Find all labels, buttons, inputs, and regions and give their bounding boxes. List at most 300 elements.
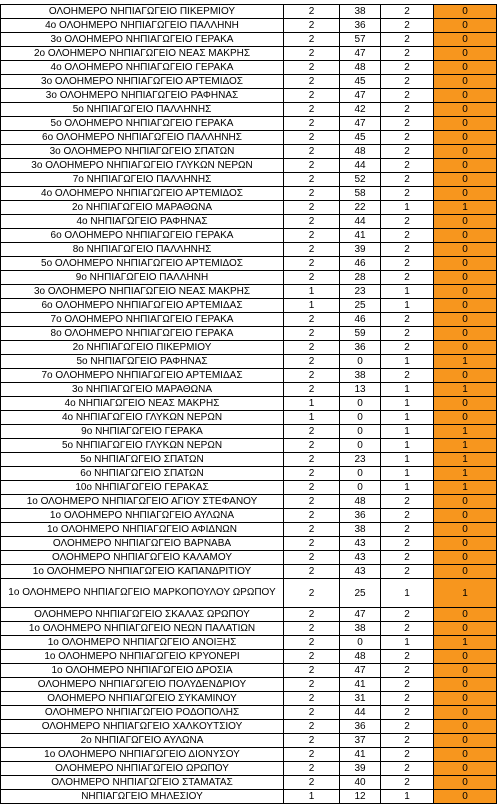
highlight-cell-col4: 0	[434, 159, 497, 173]
value-cell-col2: 48	[340, 650, 381, 664]
value-cell-col2: 25	[340, 579, 381, 608]
school-name-cell: 5ο ΟΛΟΗΜΕΡΟ ΝΗΠΙΑΓΩΓΕΙΟ ΓΕΡΑΚΑ	[1, 117, 284, 131]
highlight-cell-col4: 0	[434, 509, 497, 523]
table-row	[1, 355, 497, 369]
highlight-cell-col4: 0	[434, 173, 497, 187]
school-name-cell: 1ο ΟΛΟΗΜΕΡΟ ΝΗΠΙΑΓΩΓΕΙΟ ΚΑΠΑΝΔΡΙΤΙΟΥ	[1, 565, 284, 579]
table-row	[1, 790, 497, 804]
highlight-cell-col4: 0	[434, 734, 497, 748]
value-cell-col3: 2	[381, 33, 434, 47]
value-cell-col1: 1	[284, 790, 340, 804]
value-cell-col1: 2	[284, 327, 340, 341]
school-name-cell: 1ο ΟΛΟΗΜΕΡΟ ΝΗΠΙΑΓΩΓΕΙΟ ΑΝΟΙΞΗΣ	[1, 636, 284, 650]
value-cell-col3: 2	[381, 271, 434, 285]
value-cell-col2: 47	[340, 664, 381, 678]
table-row	[1, 692, 497, 706]
school-name-cell: 6ο ΝΗΠΙΑΓΩΓΕΙΟ ΣΠΑΤΩΝ	[1, 467, 284, 481]
value-cell-col2: 36	[340, 341, 381, 355]
table-row	[1, 201, 497, 215]
value-cell-col2: 47	[340, 608, 381, 622]
value-cell-col1: 2	[284, 439, 340, 453]
value-cell-col3: 1	[381, 383, 434, 397]
value-cell-col1: 2	[284, 495, 340, 509]
school-name-cell: 3ο ΟΛΟΗΜΕΡΟ ΝΗΠΙΑΓΩΓΕΙΟ ΡΑΦΗΝΑΣ	[1, 89, 284, 103]
school-name-cell: 1ο ΟΛΟΗΜΕΡΟ ΝΗΠΙΑΓΩΓΕΙΟ ΔΙΟΝΥΣΟΥ	[1, 748, 284, 762]
highlight-cell-col4: 0	[434, 495, 497, 509]
data-table	[0, 4, 497, 804]
value-cell-col2: 0	[340, 425, 381, 439]
value-cell-col1: 2	[284, 481, 340, 495]
highlight-cell-col4: 0	[434, 748, 497, 762]
table-row	[1, 439, 497, 453]
value-cell-col1: 2	[284, 19, 340, 33]
school-name-cell: 3ο ΟΛΟΗΜΕΡΟ ΝΗΠΙΑΓΩΓΕΙΟ ΓΛΥΚΩΝ ΝΕΡΩΝ	[1, 159, 284, 173]
school-name-cell: ΟΛΟΗΜΕΡΟ ΝΗΠΙΑΓΩΓΕΙΟ ΩΡΩΠΟΥ	[1, 762, 284, 776]
value-cell-col2: 52	[340, 173, 381, 187]
school-name-cell: 8ο ΝΗΠΙΑΓΩΓΕΙΟ ΠΑΛΛΗΝΗΣ	[1, 243, 284, 257]
highlight-cell-col4: 0	[434, 327, 497, 341]
value-cell-col1: 2	[284, 453, 340, 467]
value-cell-col3: 2	[381, 622, 434, 636]
value-cell-col1: 1	[284, 285, 340, 299]
value-cell-col2: 40	[340, 776, 381, 790]
value-cell-col2: 39	[340, 243, 381, 257]
school-name-cell: 3ο ΟΛΟΗΜΕΡΟ ΝΗΠΙΑΓΩΓΕΙΟ ΑΡΤΕΜΙΔΟΣ	[1, 75, 284, 89]
value-cell-col2: 48	[340, 145, 381, 159]
value-cell-col2: 44	[340, 706, 381, 720]
highlight-cell-col4: 0	[434, 5, 497, 19]
table-row	[1, 636, 497, 650]
table-row	[1, 622, 497, 636]
value-cell-col2: 28	[340, 271, 381, 285]
table-body	[1, 5, 497, 804]
value-cell-col3: 2	[381, 229, 434, 243]
value-cell-col3: 2	[381, 215, 434, 229]
highlight-cell-col4: 0	[434, 89, 497, 103]
school-name-cell: 5ο ΝΗΠΙΑΓΩΓΕΙΟ ΓΛΥΚΩΝ ΝΕΡΩΝ	[1, 439, 284, 453]
table-row	[1, 579, 497, 608]
school-name-cell: 9ο ΝΗΠΙΑΓΩΓΕΙΟ ΓΕΡΑΚΑ	[1, 425, 284, 439]
value-cell-col3: 2	[381, 159, 434, 173]
table-row	[1, 257, 497, 271]
school-name-cell: ΟΛΟΗΜΕΡΟ ΝΗΠΙΑΓΩΓΕΙΟ ΣΤΑΜΑΤΑΣ	[1, 776, 284, 790]
table-row	[1, 215, 497, 229]
highlight-cell-col4: 1	[434, 579, 497, 608]
highlight-cell-col4: 0	[434, 678, 497, 692]
table-row	[1, 117, 497, 131]
value-cell-col1: 2	[284, 579, 340, 608]
value-cell-col1: 2	[284, 215, 340, 229]
highlight-cell-col4: 0	[434, 75, 497, 89]
value-cell-col2: 44	[340, 159, 381, 173]
table-row	[1, 313, 497, 327]
value-cell-col3: 2	[381, 313, 434, 327]
value-cell-col1: 2	[284, 243, 340, 257]
table-row	[1, 608, 497, 622]
value-cell-col1: 2	[284, 776, 340, 790]
table-row	[1, 5, 497, 19]
value-cell-col3: 2	[381, 117, 434, 131]
highlight-cell-col4: 0	[434, 537, 497, 551]
value-cell-col1: 2	[284, 692, 340, 706]
value-cell-col3: 1	[381, 636, 434, 650]
table-row	[1, 397, 497, 411]
value-cell-col2: 31	[340, 692, 381, 706]
value-cell-col3: 2	[381, 678, 434, 692]
value-cell-col3: 2	[381, 187, 434, 201]
value-cell-col3: 2	[381, 145, 434, 159]
value-cell-col2: 57	[340, 33, 381, 47]
table-row	[1, 425, 497, 439]
highlight-cell-col4: 0	[434, 369, 497, 383]
table-row	[1, 173, 497, 187]
table-row	[1, 523, 497, 537]
value-cell-col3: 2	[381, 692, 434, 706]
highlight-cell-col4: 0	[434, 720, 497, 734]
highlight-cell-col4: 0	[434, 215, 497, 229]
value-cell-col1: 2	[284, 425, 340, 439]
value-cell-col1: 2	[284, 187, 340, 201]
value-cell-col2: 36	[340, 19, 381, 33]
value-cell-col1: 2	[284, 229, 340, 243]
table-row	[1, 159, 497, 173]
value-cell-col3: 1	[381, 467, 434, 481]
value-cell-col3: 2	[381, 75, 434, 89]
table-row	[1, 734, 497, 748]
value-cell-col2: 38	[340, 523, 381, 537]
school-name-cell: 2ο ΟΛΟΗΜΕΡΟ ΝΗΠΙΑΓΩΓΕΙΟ ΝΕΑΣ ΜΑΚΡΗΣ	[1, 47, 284, 61]
table-row	[1, 509, 497, 523]
highlight-cell-col4: 0	[434, 411, 497, 425]
value-cell-col3: 2	[381, 706, 434, 720]
table-row	[1, 706, 497, 720]
value-cell-col2: 38	[340, 5, 381, 19]
value-cell-col1: 2	[284, 61, 340, 75]
table-row	[1, 495, 497, 509]
school-name-cell: 1ο ΟΛΟΗΜΕΡΟ ΝΗΠΙΑΓΩΓΕΙΟ ΝΕΩΝ ΠΑΛΑΤΙΩΝ	[1, 622, 284, 636]
value-cell-col3: 2	[381, 720, 434, 734]
value-cell-col3: 2	[381, 5, 434, 19]
school-name-cell: ΟΛΟΗΜΕΡΟ ΝΗΠΙΑΓΩΓΕΙΟ ΣΚΑΛΑΣ ΩΡΩΠΟΥ	[1, 608, 284, 622]
value-cell-col3: 2	[381, 47, 434, 61]
school-name-cell: 6ο ΟΛΟΗΜΕΡΟ ΝΗΠΙΑΓΩΓΕΙΟ ΑΡΤΕΜΙΔΑΣ	[1, 299, 284, 313]
value-cell-col3: 2	[381, 327, 434, 341]
school-name-cell: 5ο ΝΗΠΙΑΓΩΓΕΙΟ ΡΑΦΗΝΑΣ	[1, 355, 284, 369]
value-cell-col1: 2	[284, 509, 340, 523]
school-name-cell: 3ο ΟΛΟΗΜΕΡΟ ΝΗΠΙΑΓΩΓΕΙΟ ΣΠΑΤΩΝ	[1, 145, 284, 159]
highlight-cell-col4: 0	[434, 117, 497, 131]
highlight-cell-col4: 0	[434, 285, 497, 299]
highlight-cell-col4: 0	[434, 243, 497, 257]
value-cell-col2: 0	[340, 481, 381, 495]
value-cell-col3: 2	[381, 748, 434, 762]
highlight-cell-col4: 1	[434, 201, 497, 215]
value-cell-col1: 2	[284, 33, 340, 47]
value-cell-col1: 2	[284, 355, 340, 369]
value-cell-col1: 2	[284, 383, 340, 397]
school-name-cell: 1ο ΟΛΟΗΜΕΡΟ ΝΗΠΙΑΓΩΓΕΙΟ ΔΡΟΣΙΑ	[1, 664, 284, 678]
school-name-cell: ΟΛΟΗΜΕΡΟ ΝΗΠΙΑΓΩΓΕΙΟ ΣΥΚΑΜΙΝΟΥ	[1, 692, 284, 706]
value-cell-col2: 13	[340, 383, 381, 397]
value-cell-col2: 41	[340, 678, 381, 692]
highlight-cell-col4: 1	[434, 467, 497, 481]
highlight-cell-col4: 1	[434, 453, 497, 467]
value-cell-col3: 1	[381, 201, 434, 215]
value-cell-col2: 42	[340, 103, 381, 117]
value-cell-col3: 1	[381, 285, 434, 299]
table-row	[1, 75, 497, 89]
value-cell-col2: 58	[340, 187, 381, 201]
school-name-cell: ΟΛΟΗΜΕΡΟ ΝΗΠΙΑΓΩΓΕΙΟ ΧΑΛΚΟΥΤΣΙΟΥ	[1, 720, 284, 734]
value-cell-col3: 2	[381, 565, 434, 579]
value-cell-col2: 0	[340, 439, 381, 453]
school-name-cell: 1ο ΟΛΟΗΜΕΡΟ ΝΗΠΙΑΓΩΓΕΙΟ ΚΡΥΟΝΕΡΙ	[1, 650, 284, 664]
value-cell-col2: 47	[340, 117, 381, 131]
school-name-cell: 5ο ΟΛΟΗΜΕΡΟ ΝΗΠΙΑΓΩΓΕΙΟ ΑΡΤΕΜΙΔΟΣ	[1, 257, 284, 271]
value-cell-col3: 2	[381, 495, 434, 509]
school-name-cell: 4ο ΝΗΠΙΑΓΩΓΕΙΟ ΝΕΑΣ ΜΑΚΡΗΣ	[1, 397, 284, 411]
table-row	[1, 776, 497, 790]
school-name-cell: ΟΛΟΗΜΕΡΟ ΝΗΠΙΑΓΩΓΕΙΟ ΠΙΚΕΡΜΙΟΥ	[1, 5, 284, 19]
value-cell-col3: 1	[381, 439, 434, 453]
highlight-cell-col4: 0	[434, 692, 497, 706]
value-cell-col2: 59	[340, 327, 381, 341]
school-name-cell: 2ο ΝΗΠΙΑΓΩΓΕΙΟ ΜΑΡΑΘΩΝΑ	[1, 201, 284, 215]
table-row	[1, 299, 497, 313]
table-row	[1, 145, 497, 159]
value-cell-col2: 45	[340, 131, 381, 145]
school-name-cell: 4ο ΟΛΟΗΜΕΡΟ ΝΗΠΙΑΓΩΓΕΙΟ ΑΡΤΕΜΙΔΟΣ	[1, 187, 284, 201]
school-name-cell: ΟΛΟΗΜΕΡΟ ΝΗΠΙΑΓΩΓΕΙΟ ΚΑΛΑΜΟΥ	[1, 551, 284, 565]
value-cell-col1: 2	[284, 748, 340, 762]
table-row	[1, 650, 497, 664]
highlight-cell-col4: 0	[434, 187, 497, 201]
value-cell-col3: 1	[381, 481, 434, 495]
school-name-cell: 9ο ΝΗΠΙΑΓΩΓΕΙΟ ΠΑΛΛΗΝΗ	[1, 271, 284, 285]
table-row	[1, 103, 497, 117]
table-row	[1, 341, 497, 355]
value-cell-col2: 38	[340, 622, 381, 636]
table-row	[1, 89, 497, 103]
value-cell-col3: 2	[381, 776, 434, 790]
value-cell-col2: 0	[340, 397, 381, 411]
highlight-cell-col4: 1	[434, 636, 497, 650]
school-name-cell: ΟΛΟΗΜΕΡΟ ΝΗΠΙΑΓΩΓΕΙΟ ΠΟΛΥΔΕΝΔΡΙΟΥ	[1, 678, 284, 692]
value-cell-col2: 43	[340, 565, 381, 579]
value-cell-col2: 46	[340, 257, 381, 271]
value-cell-col3: 1	[381, 790, 434, 804]
table-row	[1, 383, 497, 397]
value-cell-col3: 2	[381, 762, 434, 776]
table-row	[1, 537, 497, 551]
value-cell-col2: 43	[340, 551, 381, 565]
highlight-cell-col4: 0	[434, 145, 497, 159]
value-cell-col1: 2	[284, 720, 340, 734]
value-cell-col2: 37	[340, 734, 381, 748]
school-name-cell: 10ο ΝΗΠΙΑΓΩΓΕΙΟ ΓΕΡΑΚΑΣ	[1, 481, 284, 495]
highlight-cell-col4: 0	[434, 19, 497, 33]
highlight-cell-col4: 0	[434, 33, 497, 47]
value-cell-col1: 2	[284, 706, 340, 720]
table-row	[1, 19, 497, 33]
value-cell-col1: 2	[284, 622, 340, 636]
school-name-cell: 6ο ΟΛΟΗΜΕΡΟ ΝΗΠΙΑΓΩΓΕΙΟ ΠΑΛΛΗΝΗΣ	[1, 131, 284, 145]
value-cell-col3: 2	[381, 509, 434, 523]
school-name-cell: 6ο ΟΛΟΗΜΕΡΟ ΝΗΠΙΑΓΩΓΕΙΟ ΓΕΡΑΚΑ	[1, 229, 284, 243]
value-cell-col2: 0	[340, 411, 381, 425]
value-cell-col3: 1	[381, 425, 434, 439]
school-name-cell: 3ο ΟΛΟΗΜΕΡΟ ΝΗΠΙΑΓΩΓΕΙΟ ΝΕΑΣ ΜΑΚΡΗΣ	[1, 285, 284, 299]
value-cell-col3: 2	[381, 257, 434, 271]
value-cell-col3: 2	[381, 19, 434, 33]
value-cell-col3: 2	[381, 537, 434, 551]
highlight-cell-col4: 0	[434, 608, 497, 622]
school-name-cell: 4ο ΝΗΠΙΑΓΩΓΕΙΟ ΓΛΥΚΩΝ ΝΕΡΩΝ	[1, 411, 284, 425]
highlight-cell-col4: 0	[434, 776, 497, 790]
school-name-cell: ΝΗΠΙΑΓΩΓΕΙΟ ΜΗΛΕΣΙΟΥ	[1, 790, 284, 804]
value-cell-col1: 2	[284, 762, 340, 776]
value-cell-col1: 2	[284, 369, 340, 383]
value-cell-col1: 2	[284, 173, 340, 187]
value-cell-col1: 2	[284, 89, 340, 103]
school-name-cell: 2ο ΝΗΠΙΑΓΩΓΕΙΟ ΑΥΛΩΝΑ	[1, 734, 284, 748]
value-cell-col3: 2	[381, 341, 434, 355]
table-row	[1, 467, 497, 481]
value-cell-col3: 1	[381, 453, 434, 467]
table-row	[1, 664, 497, 678]
value-cell-col2: 0	[340, 636, 381, 650]
value-cell-col1: 2	[284, 131, 340, 145]
table-row	[1, 369, 497, 383]
value-cell-col1: 2	[284, 75, 340, 89]
value-cell-col2: 47	[340, 89, 381, 103]
value-cell-col2: 44	[340, 215, 381, 229]
table-row	[1, 551, 497, 565]
value-cell-col1: 1	[284, 299, 340, 313]
value-cell-col2: 39	[340, 762, 381, 776]
value-cell-col1: 1	[284, 411, 340, 425]
highlight-cell-col4: 0	[434, 229, 497, 243]
value-cell-col1: 2	[284, 313, 340, 327]
value-cell-col1: 2	[284, 664, 340, 678]
value-cell-col1: 2	[284, 565, 340, 579]
school-name-cell: 1ο ΟΛΟΗΜΕΡΟ ΝΗΠΙΑΓΩΓΕΙΟ ΑΦΙΔΝΩΝ	[1, 523, 284, 537]
table-row	[1, 61, 497, 75]
school-name-cell: 4ο ΟΛΟΗΜΕΡΟ ΝΗΠΙΑΓΩΓΕΙΟ ΠΑΛΛΗΝΗ	[1, 19, 284, 33]
value-cell-col3: 2	[381, 650, 434, 664]
school-name-cell: 4ο ΟΛΟΗΜΕΡΟ ΝΗΠΙΑΓΩΓΕΙΟ ΓΕΡΑΚΑ	[1, 61, 284, 75]
school-name-cell: ΟΛΟΗΜΕΡΟ ΝΗΠΙΑΓΩΓΕΙΟ ΒΑΡΝΑΒΑ	[1, 537, 284, 551]
school-name-cell: 3ο ΝΗΠΙΑΓΩΓΕΙΟ ΜΑΡΑΘΩΝΑ	[1, 383, 284, 397]
value-cell-col3: 1	[381, 579, 434, 608]
value-cell-col1: 2	[284, 551, 340, 565]
school-name-cell: ΟΛΟΗΜΕΡΟ ΝΗΠΙΑΓΩΓΕΙΟ ΡΟΔΟΠΟΛΗΣ	[1, 706, 284, 720]
highlight-cell-col4: 1	[434, 481, 497, 495]
value-cell-col1: 2	[284, 47, 340, 61]
value-cell-col3: 2	[381, 551, 434, 565]
highlight-cell-col4: 0	[434, 397, 497, 411]
highlight-cell-col4: 0	[434, 131, 497, 145]
value-cell-col3: 2	[381, 664, 434, 678]
value-cell-col3: 2	[381, 61, 434, 75]
value-cell-col2: 36	[340, 720, 381, 734]
table-row	[1, 481, 497, 495]
value-cell-col3: 1	[381, 411, 434, 425]
value-cell-col2: 23	[340, 453, 381, 467]
highlight-cell-col4: 0	[434, 762, 497, 776]
value-cell-col3: 1	[381, 397, 434, 411]
highlight-cell-col4: 0	[434, 523, 497, 537]
table-row	[1, 678, 497, 692]
value-cell-col2: 0	[340, 355, 381, 369]
value-cell-col2: 48	[340, 61, 381, 75]
highlight-cell-col4: 0	[434, 341, 497, 355]
school-name-cell: 1ο ΟΛΟΗΜΕΡΟ ΝΗΠΙΑΓΩΓΕΙΟ ΜΑΡΚΟΠΟΥΛΟΥ ΩΡΩΠΟΥ	[1, 579, 284, 608]
table-row	[1, 187, 497, 201]
highlight-cell-col4: 0	[434, 271, 497, 285]
value-cell-col1: 2	[284, 608, 340, 622]
value-cell-col1: 2	[284, 467, 340, 481]
highlight-cell-col4: 1	[434, 425, 497, 439]
table-row	[1, 33, 497, 47]
school-name-cell: 1ο ΟΛΟΗΜΕΡΟ ΝΗΠΙΑΓΩΓΕΙΟ ΑΓΙΟΥ ΣΤΕΦΑΝΟΥ	[1, 495, 284, 509]
value-cell-col2: 43	[340, 537, 381, 551]
value-cell-col3: 2	[381, 173, 434, 187]
school-name-cell: 2ο ΝΗΠΙΑΓΩΓΕΙΟ ΠΙΚΕΡΜΙΟΥ	[1, 341, 284, 355]
value-cell-col3: 1	[381, 299, 434, 313]
value-cell-col1: 2	[284, 734, 340, 748]
value-cell-col1: 1	[284, 397, 340, 411]
value-cell-col2: 38	[340, 369, 381, 383]
school-name-cell: 1ο ΟΛΟΗΜΕΡΟ ΝΗΠΙΑΓΩΓΕΙΟ ΑΥΛΩΝΑ	[1, 509, 284, 523]
value-cell-col1: 2	[284, 271, 340, 285]
highlight-cell-col4: 0	[434, 299, 497, 313]
value-cell-col3: 2	[381, 608, 434, 622]
value-cell-col2: 36	[340, 509, 381, 523]
highlight-cell-col4: 0	[434, 551, 497, 565]
value-cell-col3: 2	[381, 369, 434, 383]
school-name-cell: 3ο ΟΛΟΗΜΕΡΟ ΝΗΠΙΑΓΩΓΕΙΟ ΓΕΡΑΚΑ	[1, 33, 284, 47]
value-cell-col3: 1	[381, 355, 434, 369]
highlight-cell-col4: 0	[434, 313, 497, 327]
highlight-cell-col4: 1	[434, 383, 497, 397]
school-name-cell: 7ο ΟΛΟΗΜΕΡΟ ΝΗΠΙΑΓΩΓΕΙΟ ΑΡΤΕΜΙΔΑΣ	[1, 369, 284, 383]
value-cell-col1: 2	[284, 678, 340, 692]
value-cell-col2: 41	[340, 748, 381, 762]
value-cell-col1: 2	[284, 159, 340, 173]
highlight-cell-col4: 0	[434, 565, 497, 579]
school-name-cell: 4ο ΝΗΠΙΑΓΩΓΕΙΟ ΡΑΦΗΝΑΣ	[1, 215, 284, 229]
value-cell-col2: 23	[340, 285, 381, 299]
table-row	[1, 131, 497, 145]
school-name-cell: 8ο ΟΛΟΗΜΕΡΟ ΝΗΠΙΑΓΩΓΕΙΟ ΓΕΡΑΚΑ	[1, 327, 284, 341]
value-cell-col3: 2	[381, 103, 434, 117]
table-row	[1, 327, 497, 341]
highlight-cell-col4: 1	[434, 439, 497, 453]
highlight-cell-col4: 0	[434, 61, 497, 75]
table-row	[1, 229, 497, 243]
value-cell-col1: 2	[284, 341, 340, 355]
value-cell-col2: 46	[340, 313, 381, 327]
value-cell-col3: 2	[381, 523, 434, 537]
table-row	[1, 271, 497, 285]
highlight-cell-col4: 0	[434, 650, 497, 664]
table-row	[1, 285, 497, 299]
table-row	[1, 762, 497, 776]
value-cell-col1: 2	[284, 537, 340, 551]
value-cell-col1: 2	[284, 257, 340, 271]
value-cell-col3: 2	[381, 131, 434, 145]
